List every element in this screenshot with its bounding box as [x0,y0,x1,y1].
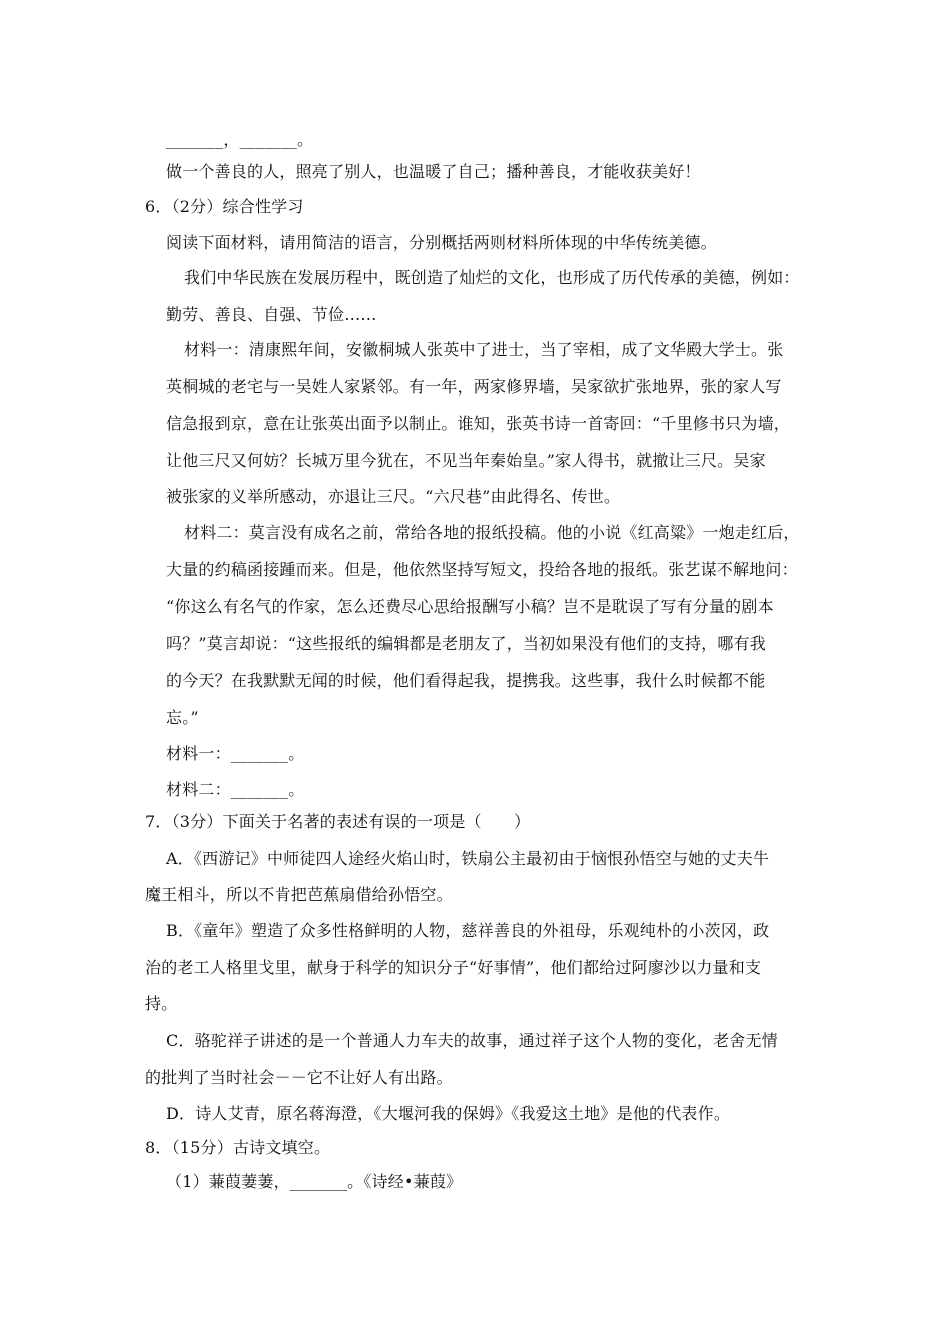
material-1-line-3: 信急报到京，意在让张英出面予以制止。谁知，张英书诗一首寄回：“千里修书只为墙， [166,414,790,433]
option-b-line-1: B．《童年》塑造了众多性格鲜明的人物，慈祥善良的外祖母，乐观纯朴的小茨冈，政 [166,921,770,940]
option-b-line-2: 治的老工人格里戈里，献身于科学的知识分子“好事情”，他们都给过阿廖沙以力量和支 [145,958,762,977]
material-1-line-4: 让他三尺又何妨？长城万里今犹在，不见当年秦始皇。”家人得书，就撤让三尺。吴家 [166,451,766,470]
question-6-title: 6．（2分）综合性学习 [145,197,304,216]
material-2-line-4: 吗？”莫言却说：“这些报纸的编辑都是老朋友了，当初如果没有他们的支持，哪有我 [166,634,766,653]
material-2-answer: 材料二：_______。 [166,780,305,799]
option-d-line-1: D．诗人艾青，原名蒋海澄，《大堰河我的保姆》《我爱这土地》是他的代表作。 [166,1104,731,1123]
intro-paragraph-line-1: 我们中华民族在发展历程中，既创造了灿烂的文化，也形成了历代传承的美德，例如： [184,268,800,287]
question-6-instruction: 阅读下面材料，请用简洁的语言，分别概括两则材料所体现的中华传统美德。 [166,233,717,252]
option-a-line-2: 魔王相斗，所以不肯把芭蕉扇借给孙悟空。 [145,885,453,904]
question-8-title: 8．（15分）古诗文填空。 [145,1138,331,1157]
material-2-line-2: 大量的约稿函接踵而来。但是，他依然坚持写短文，投给各地的报纸。张艺谋不解地问： [166,560,798,579]
intro-paragraph-line-2: 勤劳、善良、自强、节俭…… [166,305,377,324]
answer-blanks-line: _______，_______。 [166,130,314,149]
material-1-line-2: 英桐城的老宅与一吴姓人家紧邻。有一年，两家修界墙，吴家欲扩张地界，张的家人写 [166,377,782,396]
material-1-line-5: 被张家的义举所感动，亦退让三尺。“六尺巷”由此得名、传世。 [166,487,621,506]
question-7-title: 7．（3分）下面关于名著的表述有误的一项是（ ） [145,812,531,831]
material-2-line-1: 材料二：莫言没有成名之前，常给各地的报纸投稿。他的小说《红高粱》一炮走红后， [184,523,800,542]
option-b-line-3: 持。 [145,994,178,1013]
material-2-line-3: “你这么有名气的作家，怎么还费尽心思给报酬写小稿？岂不是耽误了写有分量的剧本 [166,597,774,616]
material-2-line-5: 的今天？在我默默无闻的时候，他们看得起我，提携我。这些事，我什么时候都不能 [166,671,766,690]
closing-sentence: 做一个善良的人，照亮了别人，也温暖了自己；播种善良，才能收获美好！ [166,162,701,181]
material-2-line-6: 忘。” [166,708,199,727]
option-c-line-1: C．骆驼祥子讲述的是一个普通人力车夫的故事，通过祥子这个人物的变化，老舍无情 [166,1031,778,1050]
question-8-item-1: （1）蒹葭萋萋，_______。《诗经•蒹葭》 [166,1172,463,1191]
material-1-line-1: 材料一：清康熙年间，安徽桐城人张英中了进士，当了宰相，成了文华殿大学士。张 [184,340,784,359]
option-a-line-1: A．《西游记》中师徒四人途经火焰山时，铁扇公主最初由于恼恨孙悟空与她的丈夫牛 [166,849,770,868]
material-1-answer: 材料一：_______。 [166,744,305,763]
option-c-line-2: 的批判了当时社会－－它不让好人有出路。 [145,1068,453,1087]
